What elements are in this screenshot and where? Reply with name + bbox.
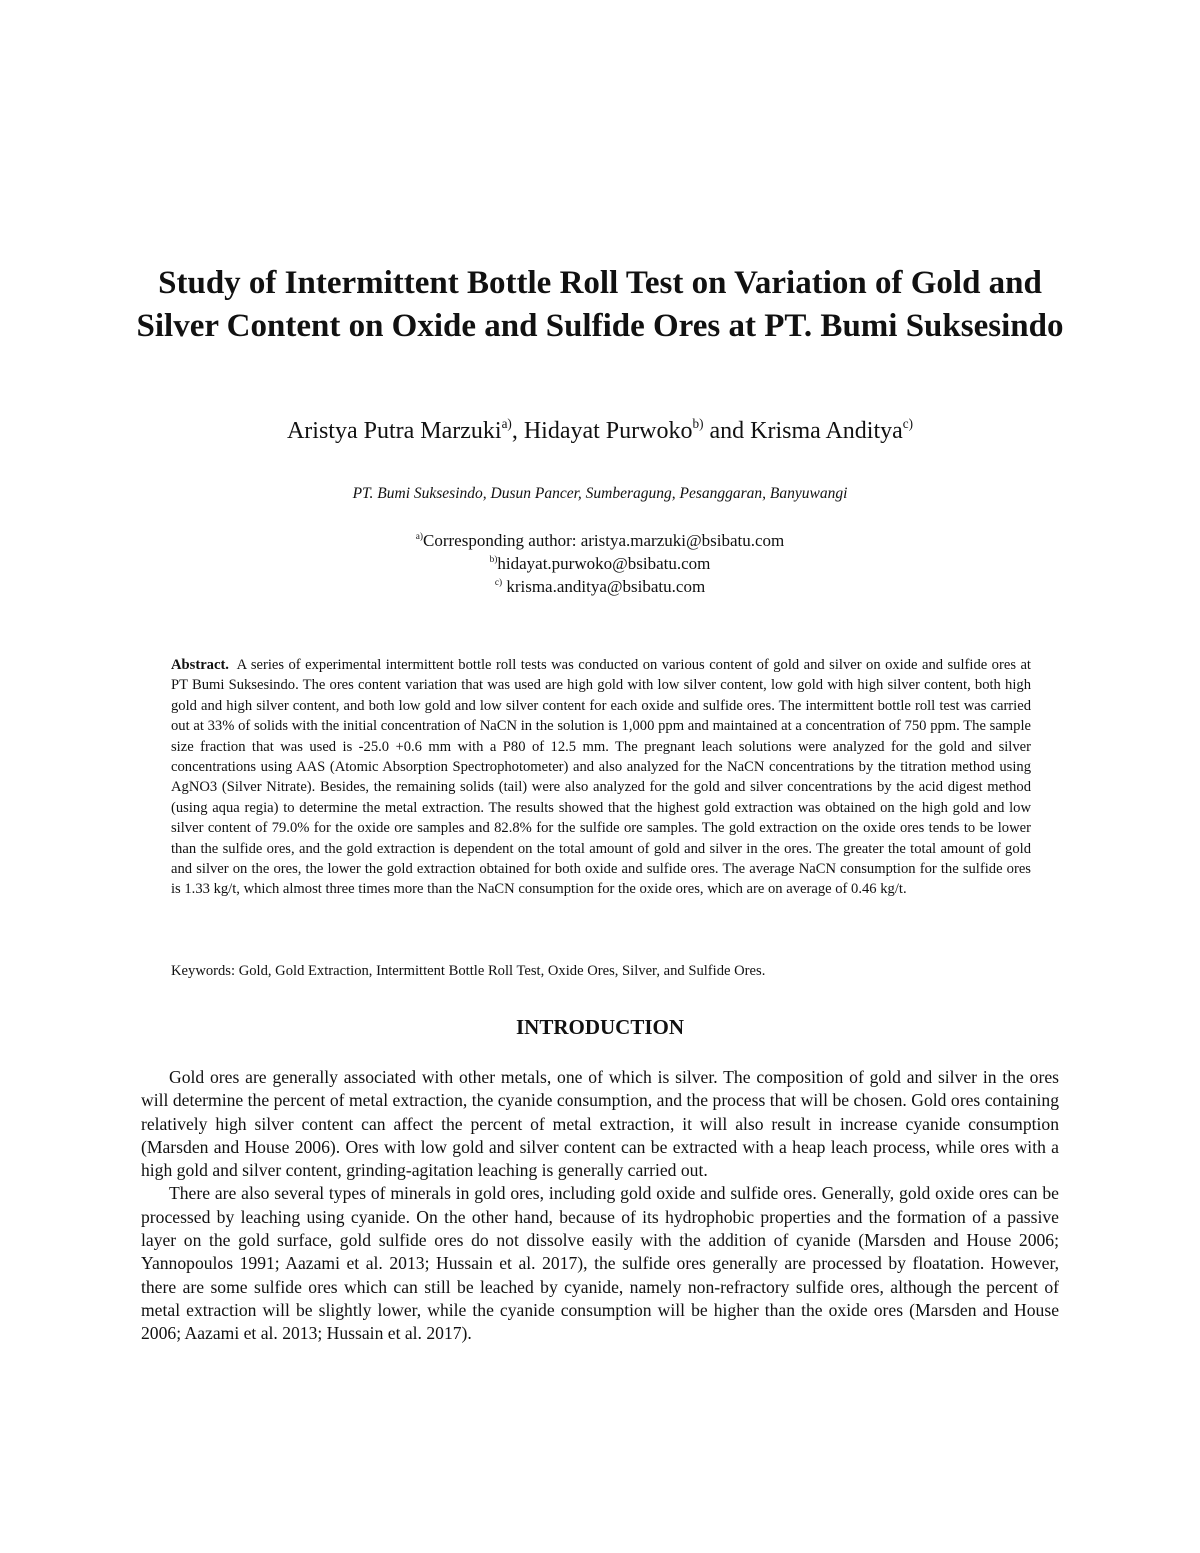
email-text: hidayat.purwoko@bsibatu.com [497, 554, 711, 573]
email-mark: c) [494, 578, 503, 588]
keywords: Keywords: Gold, Gold Extraction, Intermittent Bottle Roll Test, Oxide Ores, Silver, and Sulfide Ores. [171, 963, 766, 979]
abstract-text: A series of experimental intermittent bottle roll tests was conducted on various content of gold and silver on oxide and sulfide ores at PT Bumi Suksesindo. The ores content variation that was used are high gold with low silver content, low gold with high silver content, both high gold and high silver content, and both low gold and low silver content for each oxide and sulfide ores. The intermittent bottle roll test was carried out at 33% of solids with the initial concentration of NaCN in the solution is 1,000 ppm and maintained at a concentration of 750 ppm. The sample size fraction that was used is -25.0 +0.6 mm with a P80 of 12.5 mm. The pregnant leach solutions were analyzed for the gold and silver concentrations using AAS (Atomic Absorption Spectrophotometer) and also analyzed for the NaCN concentrations by the titration method using AgNO3 (Silver Nitrate). Besides, the remaining solids (tail) were also analyzed for the gold and silver concentrations by the acid digest method (using aqua regia) to determine the metal extraction. The results showed that the highest gold extraction was obtained on the high gold and low silver content of 79.0% for the oxide ore samples and 82.8% for the sulfide ore samples. The gold extraction on the oxide ores tends to be lower than the sulfide ores, and the gold extraction is dependent on the total amount of gold and silver in the ores. The greater the total amount of gold and silver on the ores, the lower the gold extraction obtained for both oxide and sulfide ores. The average NaCN consumption for the sulfide ores is 1.33 kg/t, which almost three times more than the NaCN consumption for the oxide ores, which are on average of 0.46 kg/t. [171, 657, 1031, 898]
body-paragraph: There are also several types of minerals in gold ores, including gold oxide and sulfide ores. Generally, gold oxide ores can be processed by leaching using cyanide. On the other hand, because of its hydrophobic properties and the formation of a passive layer on the gold surface, gold sulfide ores do not dissolve easily with the addition of cyanide (Marsden and House 2006; Yannopoulos 1991; Aazami et al. 2013; Hussain et al. 2017), the sulfide ores generally are processed by floatation. However, there are some sulfide ores which can still be leached by cyanide, namely non-refractory sulfide ores, although the percent of metal extraction will be slightly lower, while the cyanide consumption will be higher than the oxide ores (Marsden and House 2006; Aazami et al. 2013; Hussain et al. 2017). [141, 1183, 1059, 1344]
email-line [100, 529, 1100, 552]
email-line [100, 575, 1100, 598]
author-affiliation-mark: a) [501, 416, 512, 432]
author-line [100, 416, 1100, 446]
contact-emails [100, 529, 1100, 598]
author-separator: , [511, 418, 524, 444]
email-mark: a) [415, 532, 423, 542]
email-text: krisma.anditya@bsibatu.com [502, 577, 706, 596]
affiliation: PT. Bumi Suksesindo, Dusun Pancer, Sumberagung, Pesanggaran, Banyuwangi [352, 485, 848, 502]
author-affiliation-mark: c) [902, 416, 914, 432]
paper-title: Study of Intermittent Bottle Roll Test on Variation of Gold and Silver Content on Oxide and Sulfide Ores at PT. Bumi Suksesindo [136, 265, 1064, 344]
email-text: Corresponding author: aristya.marzuki@bsibatu.com [423, 531, 785, 550]
author-separator: and [703, 418, 751, 444]
author-name: Aristya Putra Marzuki [286, 418, 502, 444]
email-line [100, 552, 1100, 575]
abstract-label: Abstract. [171, 657, 229, 673]
section-heading-introduction: INTRODUCTION [515, 1015, 685, 1039]
abstract [171, 655, 1031, 900]
introduction-body [141, 1066, 1059, 1346]
body-paragraph: Gold ores are generally associated with other metals, one of which is silver. The composition of gold and silver in the ores will determine the percent of metal extraction, the cyanide consumption, and the process that will be chosen. Gold ores containing relatively high silver content can affect the percent of metal extraction, it will also result in increase cyanide consumption (Marsden and House 2006). Ores with low gold and silver content can be extracted with a heap leach process, while ores with a high gold and silver content, grinding-agitation leaching is generally carried out. [141, 1067, 1059, 1181]
email-mark: b) [489, 555, 498, 565]
author-affiliation-mark: b) [692, 416, 704, 432]
author-name: Hidayat Purwoko [523, 418, 693, 444]
author-name: Krisma Anditya [750, 418, 903, 444]
